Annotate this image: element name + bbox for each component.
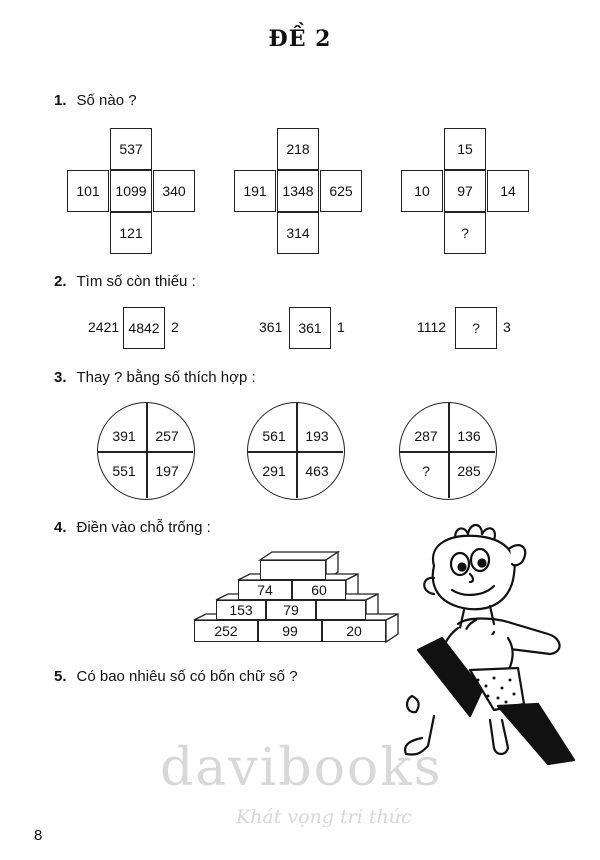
pyramid-top-brick: [260, 560, 326, 580]
number-cross-2: [234, 128, 362, 254]
pyramid-brick: 60: [292, 580, 346, 600]
cross-top-cell: 15: [444, 128, 486, 170]
circle-bottom-left: 291: [262, 463, 286, 479]
cross-left-cell: 191: [234, 170, 276, 212]
circle-bottom-right: 285: [457, 463, 481, 479]
cross-bottom-cell: 314: [277, 212, 319, 254]
question-number: 2.: [54, 273, 67, 290]
cross-center-cell: 1099: [110, 170, 152, 212]
cross-bottom-cell: 121: [110, 212, 152, 254]
cross-center-cell: 97: [444, 170, 486, 212]
pyramid-brick: 74: [238, 580, 292, 600]
cross-right-cell: 340: [153, 170, 195, 212]
number-cross-1: [67, 128, 195, 254]
number-cross-3: [401, 128, 529, 254]
missing-box: ?: [455, 307, 497, 349]
circle-bottom-left: 551: [112, 463, 136, 479]
brick-pyramid: [190, 548, 400, 650]
cross-left-cell: 10: [401, 170, 443, 212]
question-text: Tìm số còn thiếu :: [76, 273, 196, 290]
cross-right-cell: 14: [487, 170, 529, 212]
circle-top-left: 391: [112, 428, 136, 444]
circle-divider: [248, 451, 343, 453]
missing-right-number: 2: [171, 319, 179, 335]
number-circle-2: [247, 402, 345, 500]
cross-left-cell: 101: [67, 170, 109, 212]
question-1: [54, 92, 137, 109]
circle-bottom-left: ?: [422, 463, 430, 479]
question-number: 5.: [54, 668, 67, 685]
circle-top-left: 287: [414, 428, 438, 444]
circle-top-right: 136: [457, 428, 481, 444]
number-circle-1: [97, 402, 195, 500]
circle-divider: [400, 451, 495, 453]
question-3: [54, 369, 256, 386]
question-4: [54, 519, 211, 536]
question-number: 3.: [54, 369, 67, 386]
page-number: 8: [34, 827, 43, 844]
missing-box: 4842: [123, 307, 165, 349]
watermark-slogan: Khát vọng tri thức: [236, 806, 412, 828]
cross-center-cell: 1348: [277, 170, 319, 212]
question-text: Có bao nhiêu số có bốn chữ số ?: [76, 668, 298, 685]
circle-bottom-right: 197: [155, 463, 179, 479]
question-number: 4.: [54, 519, 67, 536]
cross-top-cell: 218: [277, 128, 319, 170]
missing-right-number: 1: [337, 319, 345, 335]
missing-left-number: 1112: [417, 319, 447, 335]
question-text: Điền vào chỗ trống :: [76, 519, 211, 536]
circle-top-right: 193: [305, 428, 329, 444]
watermark-brand: davibooks: [160, 738, 443, 798]
cross-top-cell: 537: [110, 128, 152, 170]
question-number: 1.: [54, 92, 67, 109]
page-title: ĐỀ 2: [268, 26, 332, 52]
question-5: [54, 668, 298, 685]
circle-top-right: 257: [155, 428, 179, 444]
cross-right-cell: 625: [320, 170, 362, 212]
question-text: Số nào ?: [76, 92, 137, 109]
missing-left-number: 2421: [88, 319, 120, 335]
pyramid-brick: 20: [322, 620, 386, 642]
number-circle-3: [399, 402, 497, 500]
missing-box: 361: [289, 307, 331, 349]
question-2: [54, 273, 196, 290]
cross-bottom-cell: ?: [444, 212, 486, 254]
missing-right-number: 3: [503, 319, 511, 335]
pyramid-brick: 252: [194, 620, 258, 642]
circle-bottom-right: 463: [305, 463, 329, 479]
pyramid-brick: 79: [266, 600, 316, 620]
pyramid-brick-empty: [316, 600, 366, 620]
missing-left-number: 361: [259, 319, 283, 335]
pyramid-brick: 153: [216, 600, 266, 620]
circle-top-left: 561: [262, 428, 286, 444]
circle-divider: [98, 451, 193, 453]
pyramid-brick: 99: [258, 620, 322, 642]
question-text: Thay ? bằng số thích hợp :: [76, 369, 256, 386]
